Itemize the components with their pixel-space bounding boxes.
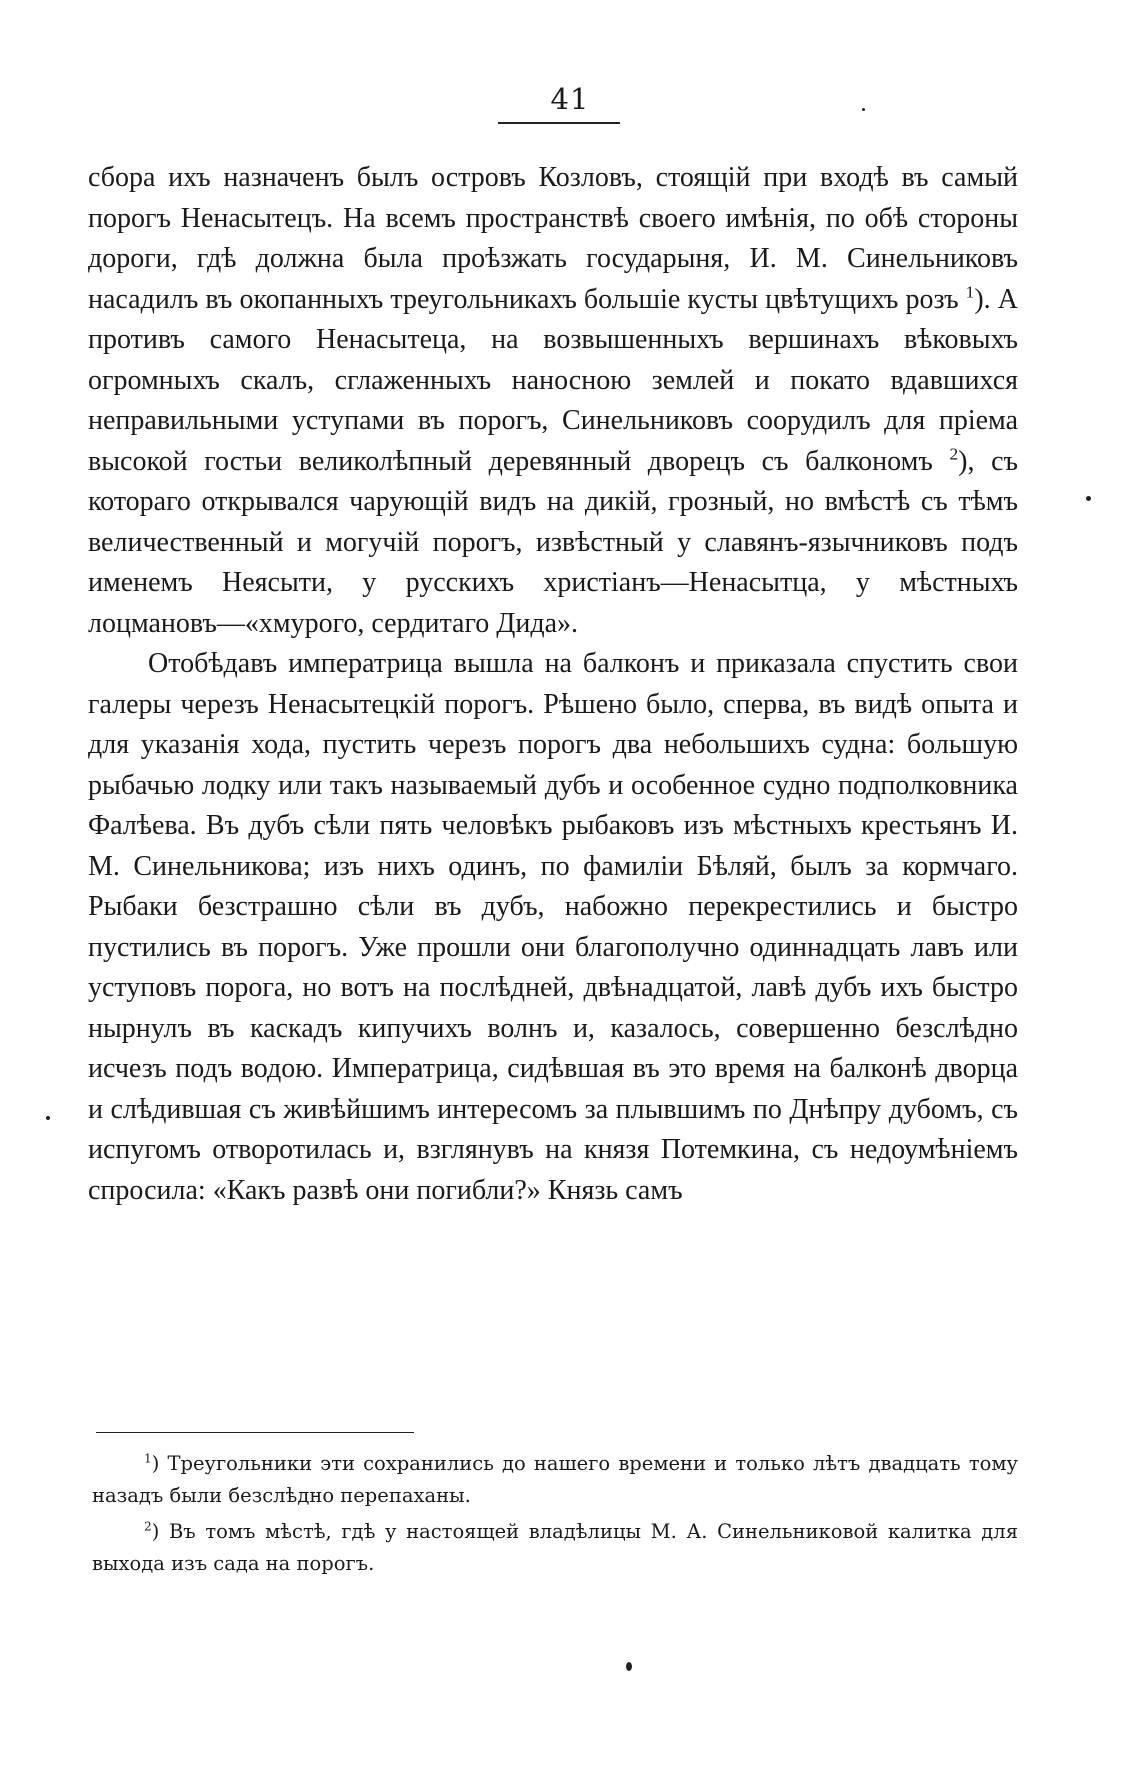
paragraph-1-text-end: ), съ котораго открывался чарующій видъ на дикій, грозный, но вмѣстѣ съ тѣмъ величественный и могучій порогъ, извѣстный у славянъ-язычниковъ подъ именемъ Неясыти, у русскихъ христіанъ—Ненасытца, у мѣстныхъ лоцмановъ—«хмурого, сердитаго Дида». xyxy=(88,445,1018,639)
footnote-1-mark: 1 xyxy=(144,1451,152,1466)
paragraph-1 xyxy=(88,158,1018,644)
print-speck xyxy=(1086,496,1091,501)
print-speck xyxy=(862,108,865,111)
footnote-ref-2: 2 xyxy=(949,444,959,464)
body-text xyxy=(88,158,1018,1211)
footnote-ref-1: 1 xyxy=(965,282,975,302)
page-number-rule xyxy=(498,122,620,124)
footnote-1-text: ) Треугольники эти сохранились до нашего времени и только лѣтъ двадцать тому назадъ были безслѣдно перепаханы. xyxy=(92,1452,1018,1507)
footnote-2-text: ) Въ томъ мѣстѣ, гдѣ у настоящей владѣлицы М. А. Синельниковой калитка для выхода изъ сада на порогъ. xyxy=(92,1520,1018,1575)
footnotes xyxy=(92,1448,1018,1584)
footnote-1 xyxy=(92,1448,1018,1512)
paragraph-1-text-cont: ). А противъ самого Ненасытеца, на возвышенныхъ вершинахъ вѣковыхъ огромныхъ скалъ, сглаженныхъ наносною землей и покато вдавшихся неправильными уступами въ порогъ, Синельниковъ соорудилъ для пріема высокой гостьи великолѣпный деревянный дворецъ съ балкономъ xyxy=(88,283,1018,477)
page-number: 41 xyxy=(550,82,590,116)
footnote-rule xyxy=(96,1432,414,1433)
print-speck xyxy=(626,1662,632,1671)
print-speck xyxy=(46,1116,50,1120)
paragraph-1-text: сбора ихъ назначенъ былъ островъ Козловъ, стоящій при входѣ въ самый порогъ Ненасытецъ. На всемъ пространствѣ своего имѣнія, по обѣ стороны дороги, гдѣ должна была проѣзжать государыня, И. М. Синельниковъ насадилъ въ окопанныхъ треугольникахъ большіе кусты цвѣтущихъ розъ xyxy=(88,162,1018,315)
paragraph-2: Отобѣдавъ императрица вышла на балконъ и приказала спустить свои галеры черезъ Ненасытецкій порогъ. Рѣшено было, сперва, въ видѣ опыта и для указанія хода, пустить черезъ порогъ два небольшихъ судна: большую рыбачью лодку или такъ называемый дубъ и особенное судно подполковника Фалѣева. Въ дубъ сѣли пять человѣкъ рыбаковъ изъ мѣстныхъ крестьянъ И. М. Синельникова; изъ нихъ одинъ, по фамиліи Бѣляй, былъ за кормчаго. Рыбаки безстрашно сѣли въ дубъ, набожно перекрестились и быстро пустились въ порогъ. Уже прошли они благополучно одиннадцать лавъ или уступовъ порога, но вотъ на послѣдней, двѣнадцатой, лавѣ дубъ ихъ быстро нырнулъ въ каскадъ кипучихъ волнъ и, казалось, совершенно безслѣдно исчезъ подъ водою. Императрица, сидѣвшая въ это время на балконѣ дворца и слѣдившая съ живѣйшимъ интересомъ за плывшимъ по Днѣпру дубомъ, съ испугомъ отворотилась и, взглянувъ на князя Потемкина, съ недоумѣніемъ спросила: «Какъ развѣ они погибли?» Князь самъ xyxy=(88,648,1018,1206)
footnote-2 xyxy=(92,1516,1018,1580)
footnote-2-mark: 2 xyxy=(144,1519,152,1534)
